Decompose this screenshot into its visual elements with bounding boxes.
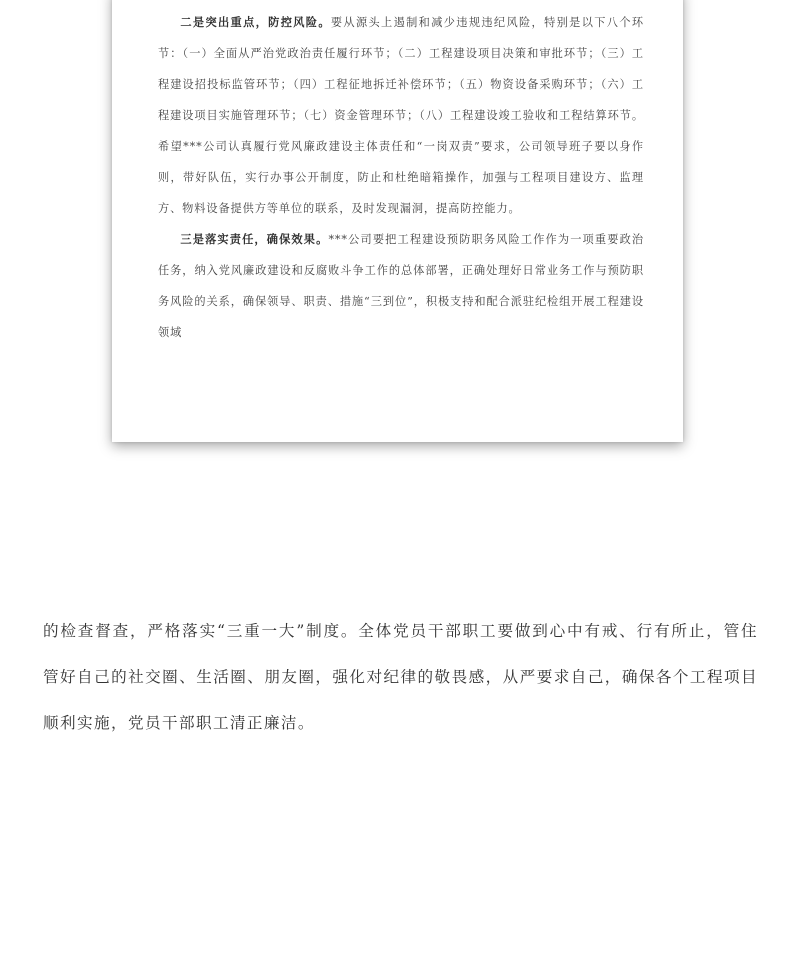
preview-paragraph-2-body: 要从源头上遏制和减少违规违纪风险，特别是以下八个环节：（一）全面从严治党政治责任履行环节；（二）工程建设项目决策和审批环节；（三）工程建设招投标监管环节；（四）工程征地拆迁补偿环节；（五）物资设备采购环节；（六）工程建设项目实施管理环节；（七）资金管理环节；（八）工程建设竣工验收和工程结算环节。希望***公司认真履行党风廉政建设主体责任和“一岗双责”要求，公司领导班子要以身作则，带好队伍，实行办事公开制度，防止和杜绝暗箱操作，加强与工程项目建设方、监理方、物料设备提供方等单位的联系，及时发现漏洞，提高防控能力。 [158,16,644,215]
page-preview-content [158,0,644,348]
preview-top-line [158,0,644,7]
body-text-block [43,608,758,746]
preview-paragraph-2-heading: 二是突出重点，防控风险。 [180,15,331,29]
body-paragraph: 的检查督查，严格落实“三重一大”制度。全体党员干部职工要做到心中有戒、行有所止，管住管好自己的社交圈、生活圈、朋友圈，强化对纪律的敬畏感，从严要求自己，确保各个工程项目顺利实施，党员干部职工清正廉洁。 [43,622,758,732]
document-page-preview [112,0,683,442]
preview-paragraph-2 [158,7,644,224]
preview-paragraph-3-body: ***公司要把工程建设预防职务风险工作作为一项重要政治任务，纳入党风廉政建设和反腐败斗争工作的总体部署，正确处理好日常业务工作与预防职务风险的关系，确保领导、职责、措施“三到位”，积极支持和配合派驻纪检组开展工程建设领域 [158,233,644,339]
preview-paragraph-3 [158,224,644,348]
preview-paragraph-3-heading: 三是落实责任，确保效果。 [180,232,329,246]
